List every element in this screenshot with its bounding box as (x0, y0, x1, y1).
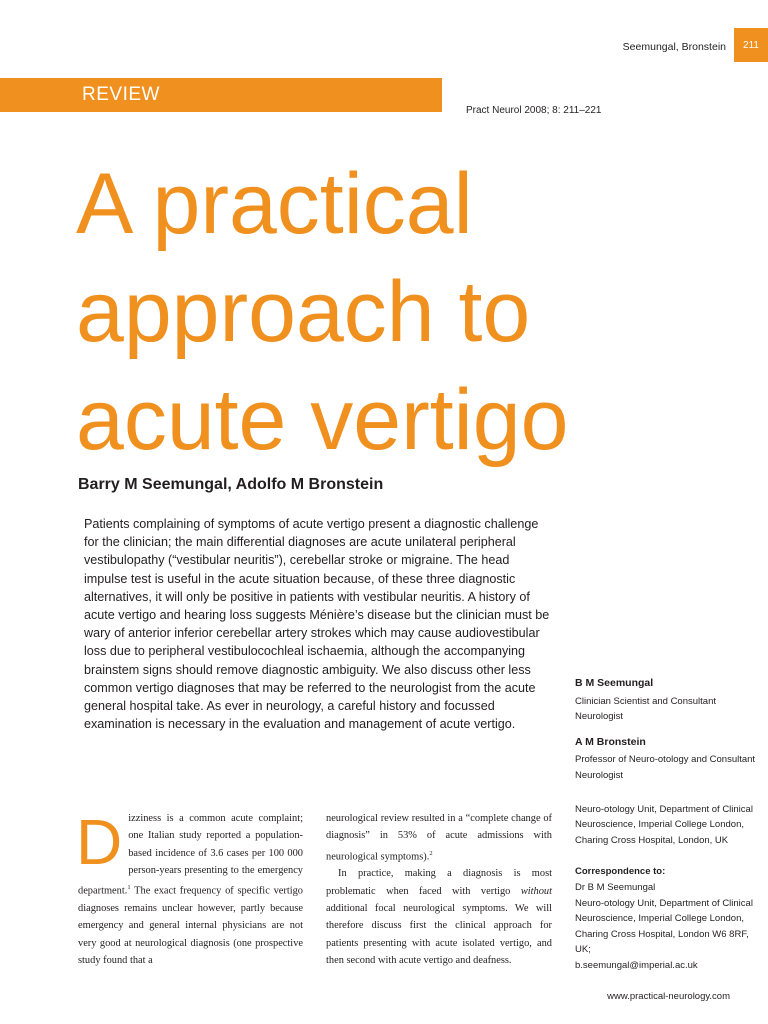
body-column-1 (76, 806, 303, 969)
correspondence-address: Neuro-otology Unit, Department of Clinical Neuroscience, Imperial College London, Charing Cross Hospital, London W6 8RF, UK; (575, 897, 753, 956)
body-text: additional focal neurological symptoms. We will therefore discuss first the clinical approach for patients presenting with acute isolated vertigo, and then second with acute vertigo and deafness. (326, 902, 552, 966)
body-text: izziness is a common acute complaint; one Italian study reported a population-based incidence of 3.6 cases per 100 000 person-years presenting to the emergency department. (78, 813, 303, 897)
author-sidebar (575, 676, 765, 974)
page-number: 211 (743, 39, 759, 51)
body-text: neurological review resulted in a “complete change of diagnosis” in 53% of acute admissions with neurological symptoms). (326, 813, 552, 863)
affiliation: Neuro-otology Unit, Department of Clinical Neuroscience, Imperial College London, Charing Cross Hospital, London, UK (575, 803, 753, 846)
body-text: In practice, making a diagnosis is most problematic when faced with vertigo (326, 868, 552, 897)
abstract: Patients complaining of symptoms of acute vertigo present a diagnostic challenge for the clinician; the main differential diagnoses are acute unilateral peripheral vestibulopathy (“vestibular neuritis”), cerebellar stroke or migraine. The head impulse test is useful in the acute situation because, of these three diagnostic alternatives, it will only be positive in patients with vestibular neuritis. A history of acute vertigo and hearing loss suggests Ménière’s disease but the clinician must be wary of anterior inferior cerebellar artery strokes which may cause audiovestibular loss due to peripheral vestibulocochleal ischaemia, although the accompanying brainstem signs should remove diagnostic ambiguity. We also discuss other less common vertigo diagnoses that may be referred to the neurologist from the acute general hospital take. As ever in neurology, a careful history and focussed examination is necessary in the evaluation and management of acute vertigo. (84, 517, 550, 732)
page-number-box (734, 28, 768, 62)
author-info-2 (575, 735, 765, 784)
title-line: approach to (76, 264, 531, 360)
footer-url: www.practical-neurology.com (607, 991, 730, 1002)
author-byline: Barry M Seemungal, Adolfo M Bronstein (78, 476, 384, 493)
correspondence-heading: Correspondence to: (575, 866, 666, 878)
journal-citation: Pract Neurol 2008; 8: 211–221 (466, 105, 602, 116)
body-paragraph (326, 865, 552, 969)
correspondence-name: Dr B M Seemungal (575, 881, 656, 893)
author-name: A M Bronstein (575, 735, 646, 748)
review-banner (0, 78, 442, 112)
author-role: Clinician Scientist and Consultant Neurologist (575, 695, 716, 723)
reference-marker: 1 (127, 884, 131, 892)
body-text: The exact frequency of specific vertigo diagnoses remains unclear however, partly because emergency and general internal physicians are not very good at neurological diagnosis (one prospective study found that a (78, 885, 303, 966)
author-info-1 (575, 676, 765, 725)
body-paragraph (326, 810, 552, 865)
title-line: A practical (76, 156, 473, 252)
correspondence-email: b.seemungal@imperial.ac.uk (575, 959, 698, 971)
body-column-2 (326, 810, 552, 969)
body-emphasis: without (520, 885, 552, 897)
author-role: Professor of Neuro-otology and Consultant Neurologist (575, 754, 756, 781)
running-header-authors: Seemungal, Bronstein (622, 41, 726, 53)
reference-marker: 2 (429, 849, 433, 857)
drop-cap: D (76, 806, 123, 878)
article-title (76, 150, 716, 474)
author-name: B M Seemungal (575, 677, 654, 689)
title-line: acute vertigo (76, 372, 569, 468)
section-label: REVIEW (82, 84, 160, 105)
